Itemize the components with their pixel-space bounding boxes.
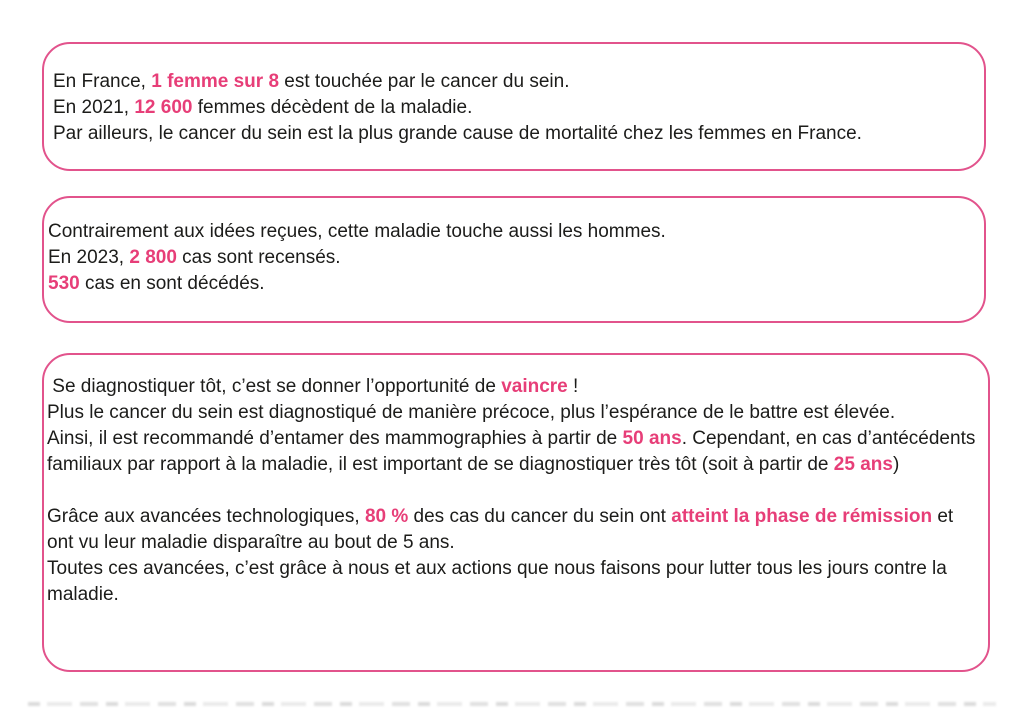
body-text: cas en sont décédés.: [79, 273, 265, 294]
highlighted-text: 12 600: [134, 97, 193, 118]
cropped-next-page-text-artifact: [28, 702, 996, 706]
body-text: Contrairement aux idées reçues, cette maladie touche aussi les hommes.: [48, 221, 666, 242]
body-text: femmes décèdent de la maladie.: [192, 97, 473, 118]
body-text: . Cependant, en cas d’antécédents familiaux par rapport à la maladie, il est important de se diagnostiquer très tôt (soit à partir de: [47, 428, 981, 475]
body-text: !: [567, 376, 579, 397]
body-text: Ainsi, il est recommandé d’entamer des mammographies à partir de: [47, 428, 623, 449]
box-diagnosis-info: [42, 353, 990, 672]
paragraph: [53, 69, 976, 95]
highlighted-text: 50 ans: [622, 428, 682, 449]
body-text: est touchée par le cancer du sein.: [279, 71, 570, 92]
paragraph: [47, 504, 982, 556]
body-text: En 2021,: [53, 97, 135, 118]
paragraph: [48, 271, 976, 297]
paragraph: [47, 426, 982, 478]
paragraph: [53, 121, 976, 147]
body-text: En 2023,: [48, 247, 130, 268]
highlighted-text: 25 ans: [833, 454, 893, 475]
body-text: Grâce aux avancées technologiques,: [47, 506, 365, 527]
box-women-stats: [42, 42, 986, 171]
paragraph: [47, 400, 982, 426]
body-text: et ont vu leur maladie disparaître au bout de 5 ans.: [47, 506, 959, 553]
box-men-stats: [42, 196, 986, 323]
body-text: des cas du cancer du sein ont: [408, 506, 672, 527]
highlighted-text: vaincre: [501, 376, 568, 397]
highlighted-text: 80 %: [364, 506, 409, 527]
highlighted-text: atteint la phase de rémission: [671, 506, 933, 527]
body-text: En France,: [53, 71, 152, 92]
body-text: Se diagnostiquer tôt, c’est se donner l’opportunité de: [47, 376, 502, 397]
highlighted-text: 2 800: [129, 247, 177, 268]
body-text: cas sont recensés.: [176, 247, 341, 268]
body-text: Toutes ces avancées, c’est grâce à nous et aux actions que nous faisons pour lutter tous les jours contre la maladie.: [47, 558, 953, 605]
body-text: ): [892, 454, 900, 475]
highlighted-text: 1 femme sur 8: [151, 71, 280, 92]
body-text: Plus le cancer du sein est diagnostiqué de manière précoce, plus l’espérance de le battre est élevée.: [47, 402, 896, 423]
paragraph: [48, 219, 976, 245]
body-text: Par ailleurs, le cancer du sein est la plus grande cause de mortalité chez les femmes en France.: [53, 123, 862, 144]
paragraph: [47, 374, 982, 400]
highlighted-text: 530: [48, 273, 80, 294]
paragraph: [48, 245, 976, 271]
paragraph: [53, 95, 976, 121]
paragraph: [47, 556, 982, 608]
